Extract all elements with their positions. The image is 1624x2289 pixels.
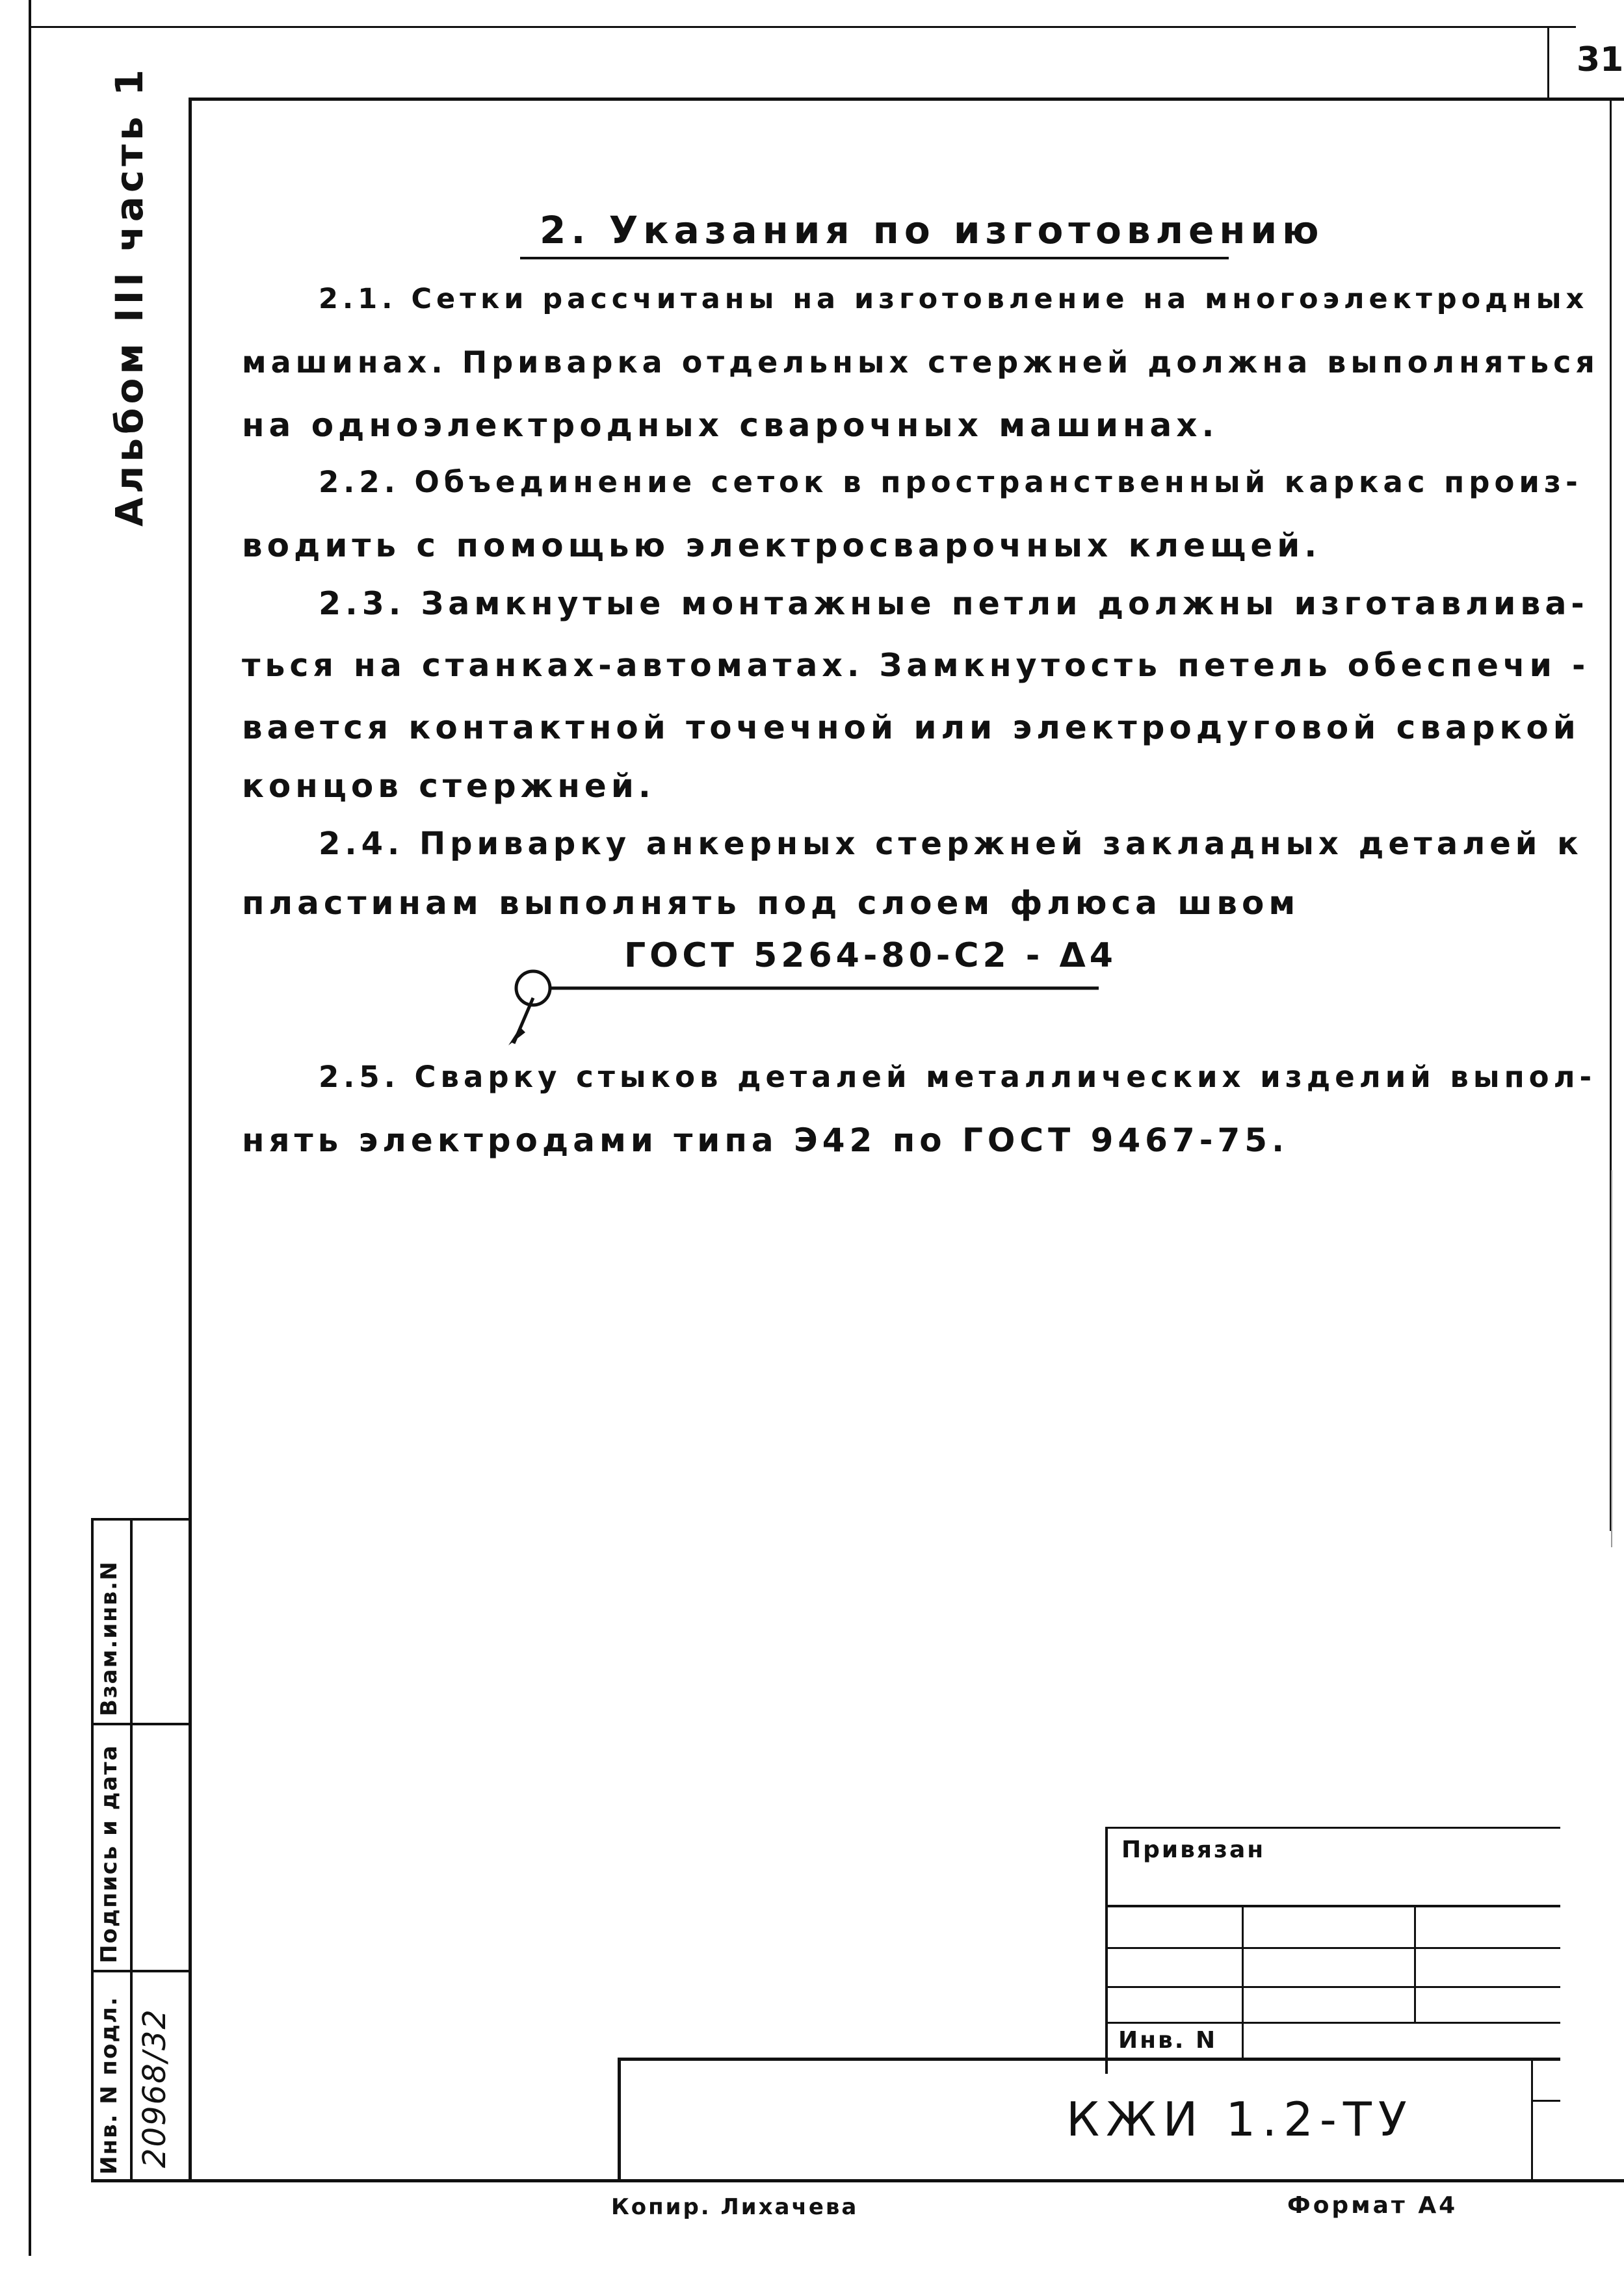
para-2-5-line-1: 2.5. Сварку стыков деталей металлических изделий выпол-: [319, 1060, 1597, 1094]
tb-privyazan-left: [1105, 1827, 1108, 2074]
stamp-mid-line: [130, 1518, 133, 2181]
para-2-3-line-3: вается контактной точечной или электродуговой сваркой: [242, 709, 1580, 746]
section-title-underline: [520, 257, 1229, 259]
page-number: 31: [1577, 40, 1624, 79]
top-edge-line: [29, 26, 1576, 28]
tb-col-2: [1414, 1905, 1416, 2022]
tb-privyazan-top: [1105, 1827, 1560, 1829]
tb-inv-right: [1242, 2022, 1244, 2061]
frame-left: [189, 98, 192, 2182]
doc-code: КЖИ 1.2-ТУ: [1066, 2092, 1413, 2147]
stamp-podpis: Подпись и дата: [96, 1744, 122, 1963]
frame-bottom: [91, 2179, 1624, 2182]
tb-inv-label: Инв. N: [1118, 2027, 1218, 2054]
tb-row-2: [1105, 1947, 1560, 1949]
para-2-3-line-1: 2.3. Замкнутые монтажные петли должны изготавлива-: [319, 585, 1589, 622]
section-title: 2. Указания по изготовлению: [540, 208, 1324, 252]
stamp-outer-left: [91, 1518, 94, 2181]
footer-copied-by: Копир. Лихачева: [611, 2194, 859, 2220]
footer-format: Формат А4: [1287, 2192, 1458, 2219]
album-side-label: Альбом III часть 1: [107, 65, 151, 527]
para-2-1-line-3: на одноэлектродных сварочных машинах.: [242, 406, 1219, 444]
frame-top: [189, 98, 1624, 101]
para-2-4-line-1: 2.4. Приварку анкерных стержней закладных деталей к: [319, 826, 1583, 862]
right-margin-line: [1611, 1170, 1612, 1547]
para-2-1-line-1: 2.1. Сетки рассчитаны на изготовление на многоэлектродных: [319, 283, 1589, 315]
tb-main-left: [618, 2058, 621, 2181]
stamp-inv-podl: Инв. N подл.: [96, 1996, 122, 2175]
tb-row-4: [1105, 2022, 1560, 2024]
stamp-inv-value: 20968/32: [137, 2008, 173, 2168]
tb-main-tick: [1531, 2100, 1560, 2102]
tb-main-top: [618, 2058, 1560, 2061]
stamp-vzam-inv: Взам.инв.N: [96, 1560, 122, 1716]
page-number-box-left: [1547, 26, 1549, 99]
stamp-div-1: [91, 1723, 190, 1725]
para-2-2-line-2: водить с помощью электросварочных клещей.: [242, 527, 1322, 564]
tb-row-1: [1105, 1905, 1560, 1907]
para-2-4-line-2: пластинам выполнять под слоем флюса швом: [242, 884, 1300, 922]
stamp-div-2: [91, 1970, 190, 1972]
para-2-2-line-1: 2.2. Объединение сеток в пространственный каркас произ-: [319, 465, 1582, 499]
tb-privyazan: Привязан: [1121, 1837, 1266, 1863]
para-2-3-line-4: концов стержней.: [242, 767, 655, 805]
binding-edge-line: [29, 0, 31, 2256]
stamp-top: [91, 1518, 190, 1521]
para-2-5-line-2: нять электродами типа Э42 по ГОСТ 9467-75.: [242, 1121, 1289, 1159]
para-2-1-line-2: машинах. Приварка отдельных стержней должна выполняться: [242, 345, 1599, 380]
tb-col-1: [1242, 1905, 1244, 2022]
tb-main-right: [1531, 2058, 1533, 2181]
weld-symbol-label: ГОСТ 5264-80-С2 - Δ4: [624, 936, 1117, 975]
para-2-3-line-2: ться на станках-автоматах. Замкнутость петель обеспечи -: [242, 647, 1590, 684]
weld-symbol-icon: [501, 962, 1112, 1047]
tb-row-3: [1105, 1986, 1560, 1988]
